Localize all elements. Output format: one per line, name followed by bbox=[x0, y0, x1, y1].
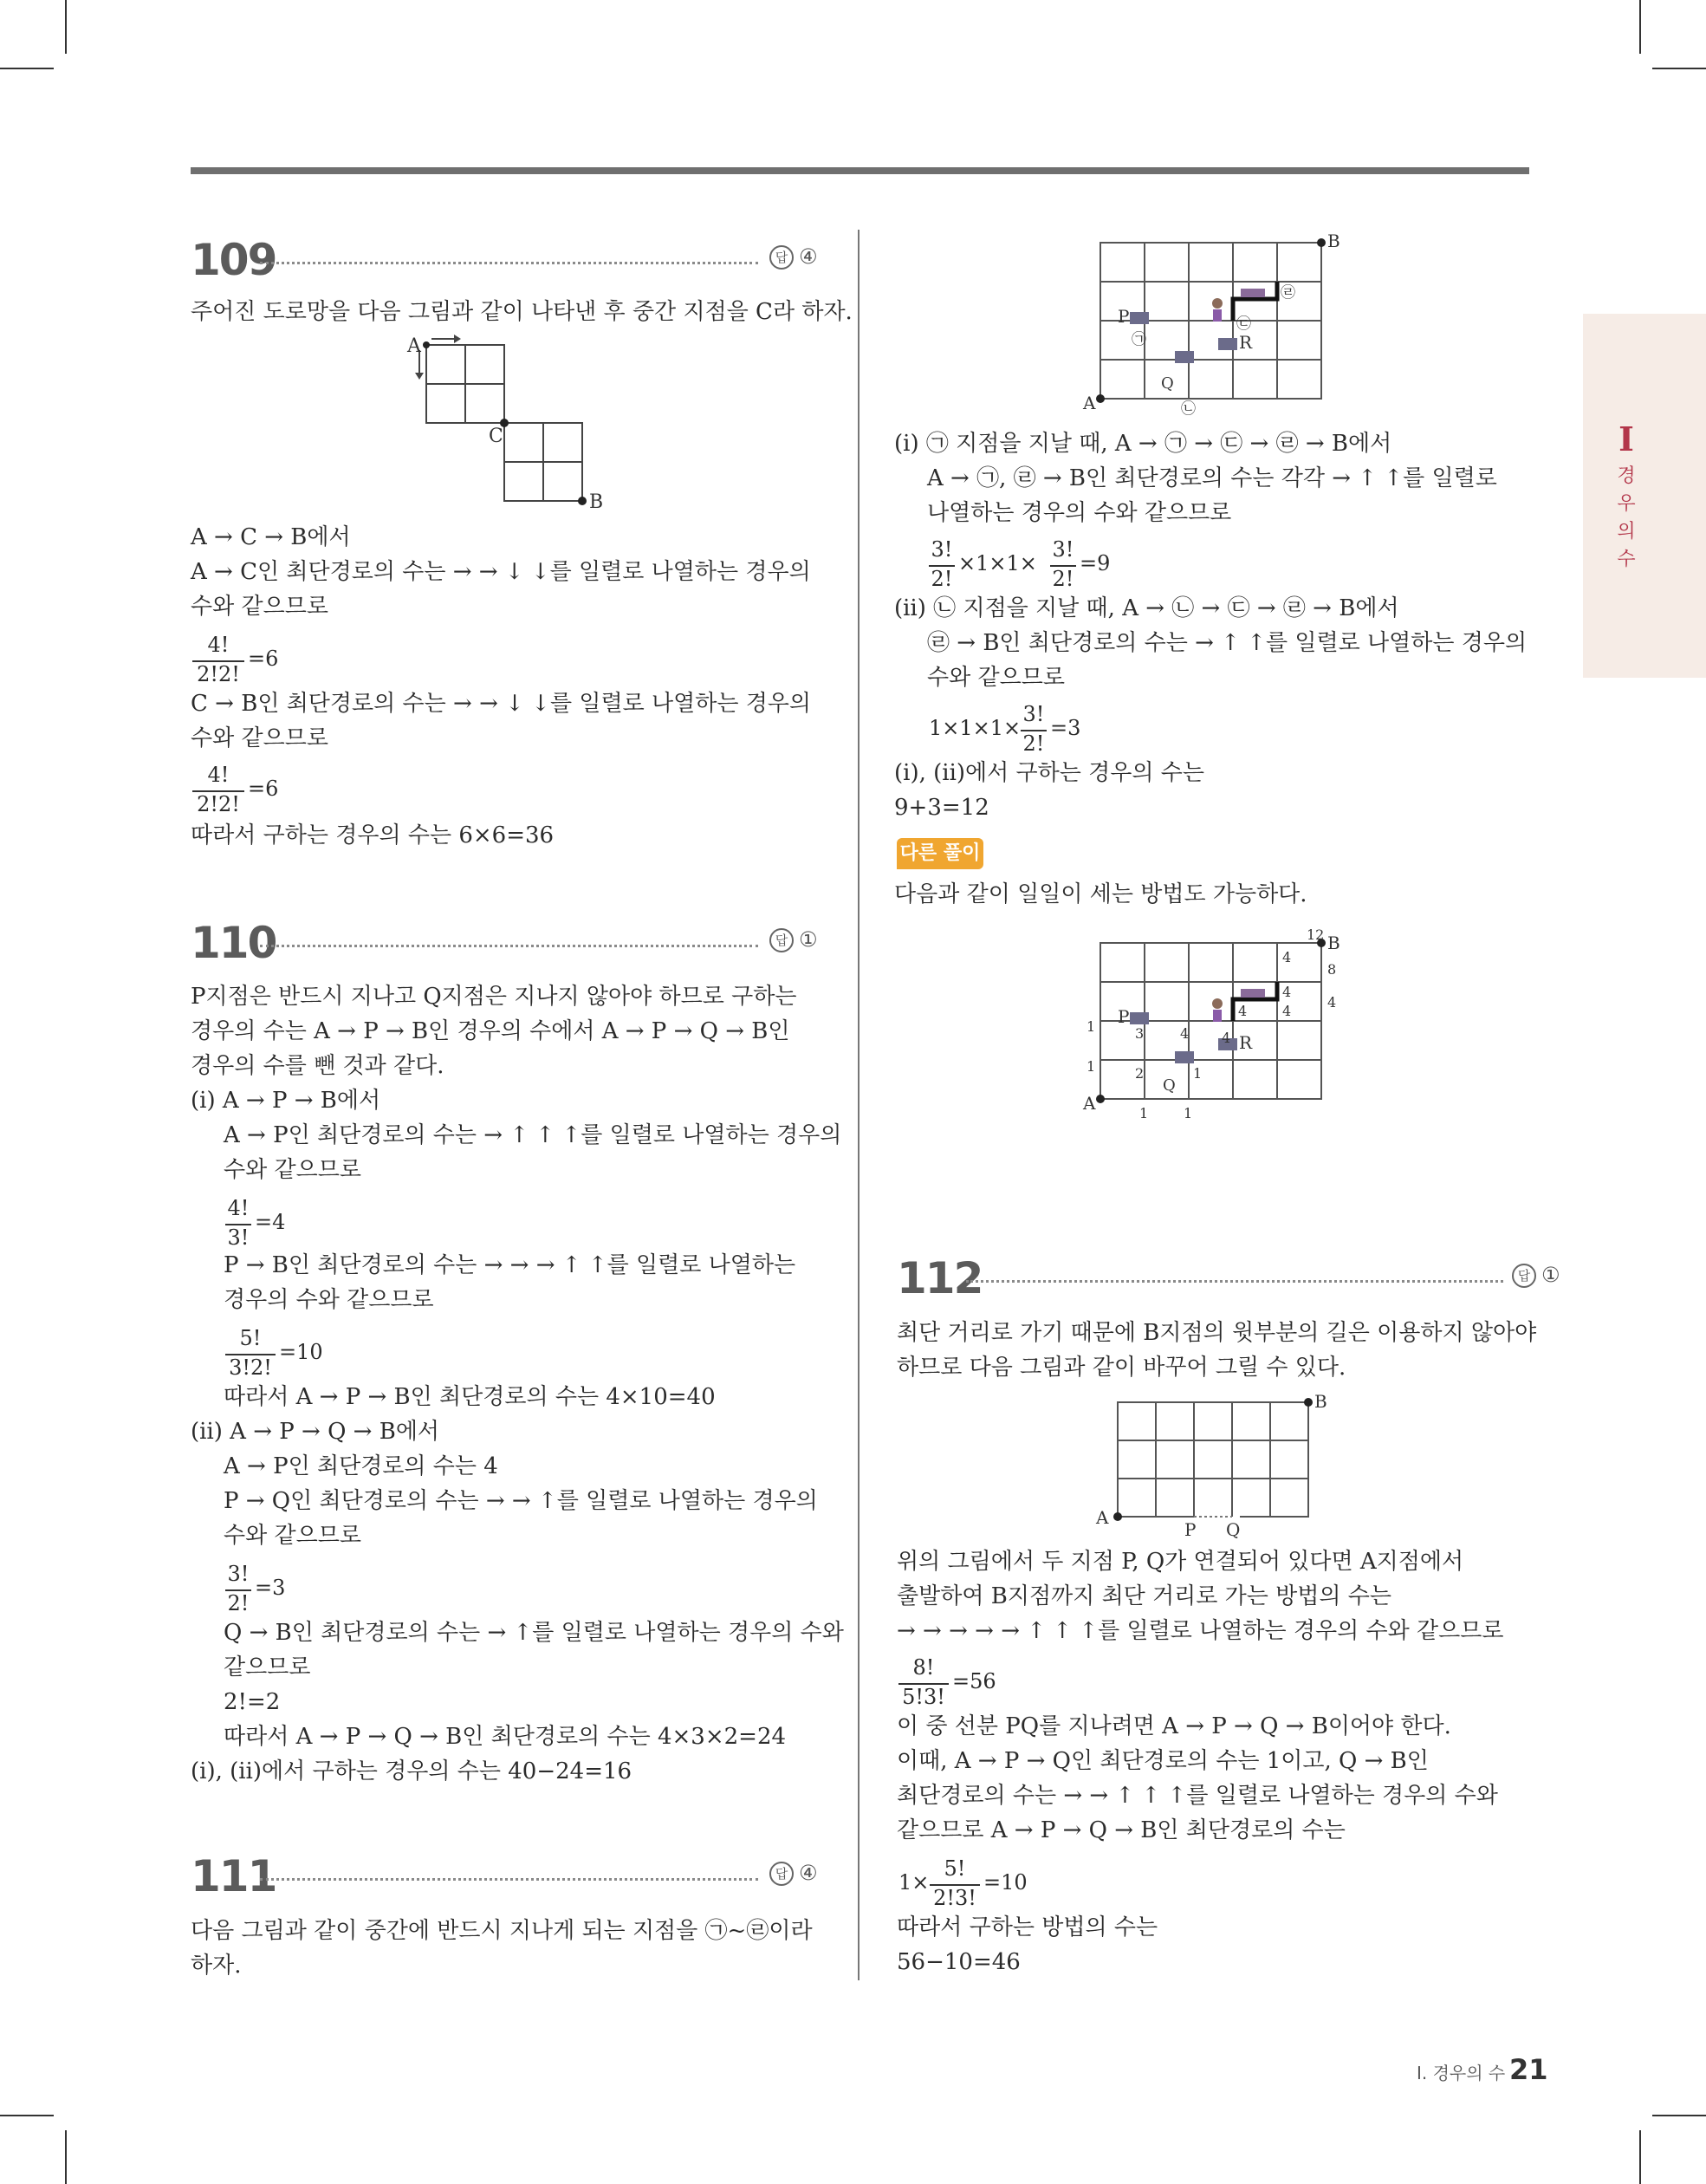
point-q-label: Q bbox=[1163, 1076, 1176, 1095]
footer-chapter: I. 경우의 수 bbox=[1417, 2063, 1506, 2083]
p110-line: (ⅰ), (ⅱ)에서 구하는 경우의 수는 40−24=16 bbox=[191, 1758, 632, 1784]
top-rule bbox=[191, 167, 1529, 174]
count-label: 8 bbox=[1327, 961, 1337, 978]
count-label: 3 bbox=[1135, 1025, 1145, 1042]
p112-line: 하므로 다음 그림과 같이 바꾸어 그릴 수 있다. bbox=[897, 1355, 1346, 1381]
p112-line: 이 중 선분 PQ를 지나려면 A → P → Q → B이어야 한다. bbox=[897, 1713, 1451, 1739]
building-p-icon bbox=[1130, 1012, 1149, 1024]
problem-number: 109 bbox=[191, 235, 276, 285]
p109-road-diagram bbox=[399, 331, 624, 513]
p109-line: 따라서 구하는 경우의 수는 6×6=36 bbox=[191, 822, 555, 848]
problem-112-header bbox=[897, 1252, 1560, 1304]
p111-line: (ⅱ) ㉡ 지점을 지날 때, A → ㉡ → ㉢ → ㉣ → B에서 bbox=[894, 595, 1399, 621]
p112-line: 같으므로 A → P → Q → B인 최단경로의 수는 bbox=[897, 1817, 1346, 1843]
p109-line: C → B인 최단경로의 수는 → → ↓ ↓를 일렬로 나열하는 경우의 bbox=[191, 691, 812, 717]
p110-line: 2!=2 bbox=[224, 1689, 281, 1715]
problem-number: 111 bbox=[191, 1851, 276, 1901]
p112-line: 이때, A → P → Q인 최단경로의 수는 1이고, Q → B인 bbox=[897, 1748, 1429, 1774]
p110-line: Q → B인 최단경로의 수는 → ↑를 일렬로 나열하는 경우의 수와 bbox=[224, 1620, 844, 1646]
building-q-icon bbox=[1175, 351, 1194, 363]
p112-line: → → → → → ↑ ↑ ↑를 일렬로 나열하는 경우의 수와 같으므로 bbox=[897, 1618, 1504, 1644]
bed-icon bbox=[1241, 989, 1265, 998]
marker-3: ㉢ bbox=[1236, 315, 1251, 333]
marker-1: ㉠ bbox=[1132, 331, 1146, 348]
leader-dots bbox=[966, 1280, 1503, 1283]
p111-line: 하자. bbox=[191, 1953, 242, 1979]
bed-icon bbox=[1241, 289, 1265, 297]
point-b-label: B bbox=[589, 491, 604, 513]
p109-line: A → C → B에서 bbox=[191, 524, 351, 550]
chapter-vertical-title: 경 우 의 수 bbox=[1617, 465, 1636, 570]
answer-badge: 답 ① bbox=[769, 927, 818, 952]
p112-grid-diagram bbox=[1087, 1385, 1339, 1541]
person-icon bbox=[1212, 998, 1223, 1009]
p109-line: 수와 같으므로 bbox=[191, 594, 328, 620]
p111-grid-diagram bbox=[1074, 230, 1360, 420]
crop-mark bbox=[0, 2115, 54, 2116]
p109-intro: 주어진 도로망을 다음 그림과 같이 나타낸 후 중간 지점을 C라 하자. bbox=[191, 299, 853, 325]
count-label: 1 bbox=[1193, 1065, 1203, 1082]
count-label: 1 bbox=[1139, 1105, 1149, 1121]
person-icon bbox=[1213, 309, 1222, 322]
point-a-label: A bbox=[1083, 393, 1096, 413]
column-separator bbox=[858, 230, 859, 1980]
p110-line: A → P인 최단경로의 수는 4 bbox=[224, 1453, 498, 1479]
point-a-label: A bbox=[1083, 1093, 1096, 1114]
point-q-label: Q bbox=[1226, 1519, 1241, 1540]
page-number: 21 bbox=[1509, 2053, 1548, 2086]
point-b-label: B bbox=[1327, 231, 1340, 251]
p110-line: 경우의 수와 같으므로 bbox=[224, 1287, 434, 1313]
leader-dots bbox=[260, 1878, 758, 1881]
problem-111-header bbox=[191, 1850, 823, 1902]
count-label: 12 bbox=[1307, 926, 1325, 943]
count-label: 4 bbox=[1222, 1030, 1231, 1046]
p110-line: 수와 같으므로 bbox=[224, 1157, 361, 1183]
p111-line: 다음 그림과 같이 중간에 반드시 지나게 되는 지점을 ㉠~㉣이라 bbox=[191, 1918, 813, 1944]
problem-number: 112 bbox=[897, 1253, 983, 1303]
point-b-label: B bbox=[1327, 933, 1340, 953]
building-p-icon bbox=[1130, 312, 1149, 324]
p109-line: 수와 같으므로 bbox=[191, 725, 328, 751]
p110-line: P → Q인 최단경로의 수는 → → ↑를 일렬로 나열하는 경우의 bbox=[224, 1488, 818, 1514]
p112-line: 56−10=46 bbox=[897, 1949, 1021, 1975]
p111-line: 다음과 같이 일일이 세는 방법도 가능하다. bbox=[894, 881, 1307, 907]
p109-line: A → C인 최단경로의 수는 → → ↓ ↓를 일렬로 나열하는 경우의 bbox=[191, 559, 811, 585]
count-label: 2 bbox=[1135, 1065, 1145, 1082]
point-p-label: P bbox=[1118, 306, 1130, 327]
p111-counting-diagram bbox=[1074, 917, 1360, 1125]
person-icon bbox=[1213, 1010, 1222, 1022]
count-label: 4 bbox=[1180, 1025, 1190, 1042]
chapter-roman-numeral: I bbox=[1618, 419, 1634, 458]
p110-line: 경우의 수를 뺀 것과 같다. bbox=[191, 1053, 444, 1079]
point-p-label: P bbox=[1118, 1006, 1130, 1027]
crop-mark bbox=[1639, 2130, 1641, 2184]
crop-mark bbox=[0, 68, 54, 69]
p110-line: (ⅱ) A → P → Q → B에서 bbox=[191, 1419, 440, 1445]
answer-badge: 답 ④ bbox=[769, 1861, 818, 1886]
p111-line: (ⅰ) ㉠ 지점을 지날 때, A → ㉠ → ㉢ → ㉣ → B에서 bbox=[894, 431, 1392, 457]
point-a-label: A bbox=[1096, 1507, 1109, 1528]
crop-mark bbox=[1639, 0, 1641, 54]
p111-line: A → ㉠, ㉣ → B인 최단경로의 수는 각각 → ↑ ↑를 일렬로 bbox=[927, 465, 1497, 491]
point-b-label: B bbox=[1314, 1391, 1327, 1412]
marker-2: ㉡ bbox=[1181, 400, 1196, 418]
crop-mark bbox=[65, 0, 67, 54]
chapter-side-tab bbox=[1583, 314, 1706, 678]
p110-line: P → B인 최단경로의 수는 → → → ↑ ↑를 일렬로 나열하는 bbox=[224, 1252, 796, 1278]
answer-badge: 답 ① bbox=[1512, 1263, 1560, 1288]
p112-line: 최단경로의 수는 → → ↑ ↑ ↑를 일렬로 나열하는 경우의 수와 bbox=[897, 1783, 1498, 1809]
p112-line: 출발하여 B지점까지 최단 거리로 가는 방법의 수는 bbox=[897, 1583, 1392, 1609]
crop-mark bbox=[65, 2130, 67, 2184]
p112-line: 위의 그림에서 두 지점 P, Q가 연결되어 있다면 A지점에서 bbox=[897, 1549, 1464, 1575]
p110-line: A → P인 최단경로의 수는 → ↑ ↑ ↑를 일렬로 나열하는 경우의 bbox=[224, 1122, 842, 1148]
p111-line: 수와 같으므로 bbox=[927, 665, 1065, 691]
p111-line: ㉣ → B인 최단경로의 수는 → ↑ ↑를 일렬로 나열하는 경우의 bbox=[927, 630, 1528, 656]
leader-dots bbox=[260, 262, 758, 264]
p111-line: (ⅰ), (ⅱ)에서 구하는 경우의 수는 bbox=[894, 760, 1205, 786]
point-r-label: R bbox=[1239, 1032, 1253, 1053]
p110-line: (ⅰ) A → P → B에서 bbox=[191, 1088, 381, 1114]
count-label: 4 bbox=[1282, 949, 1292, 965]
problem-110-header bbox=[191, 917, 823, 969]
crop-mark bbox=[1652, 2115, 1706, 2116]
count-label: 4 bbox=[1282, 1003, 1292, 1019]
point-q-label: Q bbox=[1161, 374, 1174, 393]
point-r-label: R bbox=[1239, 332, 1253, 353]
leader-dots bbox=[260, 945, 758, 947]
p110-line: 따라서 A → P → Q → B인 최단경로의 수는 4×3×2=24 bbox=[224, 1724, 787, 1750]
point-p-label: P bbox=[1184, 1519, 1197, 1540]
marker-4: ㉣ bbox=[1281, 284, 1295, 302]
problem-109-header bbox=[191, 234, 823, 286]
count-label: 4 bbox=[1238, 1003, 1248, 1019]
crop-mark bbox=[1652, 68, 1706, 69]
p110-line: 수와 같으므로 bbox=[224, 1523, 361, 1549]
alternate-solution-badge: 다른 풀이 bbox=[897, 838, 983, 869]
count-label: 4 bbox=[1327, 994, 1337, 1011]
count-label: 1 bbox=[1087, 1058, 1096, 1075]
count-label: 1 bbox=[1184, 1105, 1193, 1121]
point-a-label: A bbox=[407, 335, 421, 357]
p110-line: 같으므로 bbox=[224, 1654, 311, 1680]
p110-line: 경우의 수는 A → P → B인 경우의 수에서 A → P → Q → B인 bbox=[191, 1018, 790, 1044]
point-c-label: C bbox=[489, 426, 503, 447]
p111-line: 9+3=12 bbox=[894, 795, 989, 821]
p110-line: 따라서 A → P → B인 최단경로의 수는 4×10=40 bbox=[224, 1384, 716, 1410]
p112-line: 따라서 구하는 방법의 수는 bbox=[897, 1914, 1158, 1940]
building-q-icon bbox=[1175, 1051, 1194, 1063]
person-icon bbox=[1212, 298, 1223, 309]
count-label: 4 bbox=[1282, 984, 1292, 1000]
answer-badge: 답 ④ bbox=[769, 244, 818, 270]
p111-line: 나열하는 경우의 수와 같으므로 bbox=[927, 500, 1232, 526]
p110-line: P지점은 반드시 지나고 Q지점은 지나지 않아야 하므로 구하는 bbox=[191, 984, 797, 1010]
p112-line: 최단 거리로 가기 때문에 B지점의 윗부분의 길은 이용하지 않아야 bbox=[897, 1320, 1537, 1346]
building-r-icon bbox=[1218, 338, 1237, 350]
problem-number: 110 bbox=[191, 918, 276, 968]
count-label: 1 bbox=[1087, 1018, 1096, 1035]
